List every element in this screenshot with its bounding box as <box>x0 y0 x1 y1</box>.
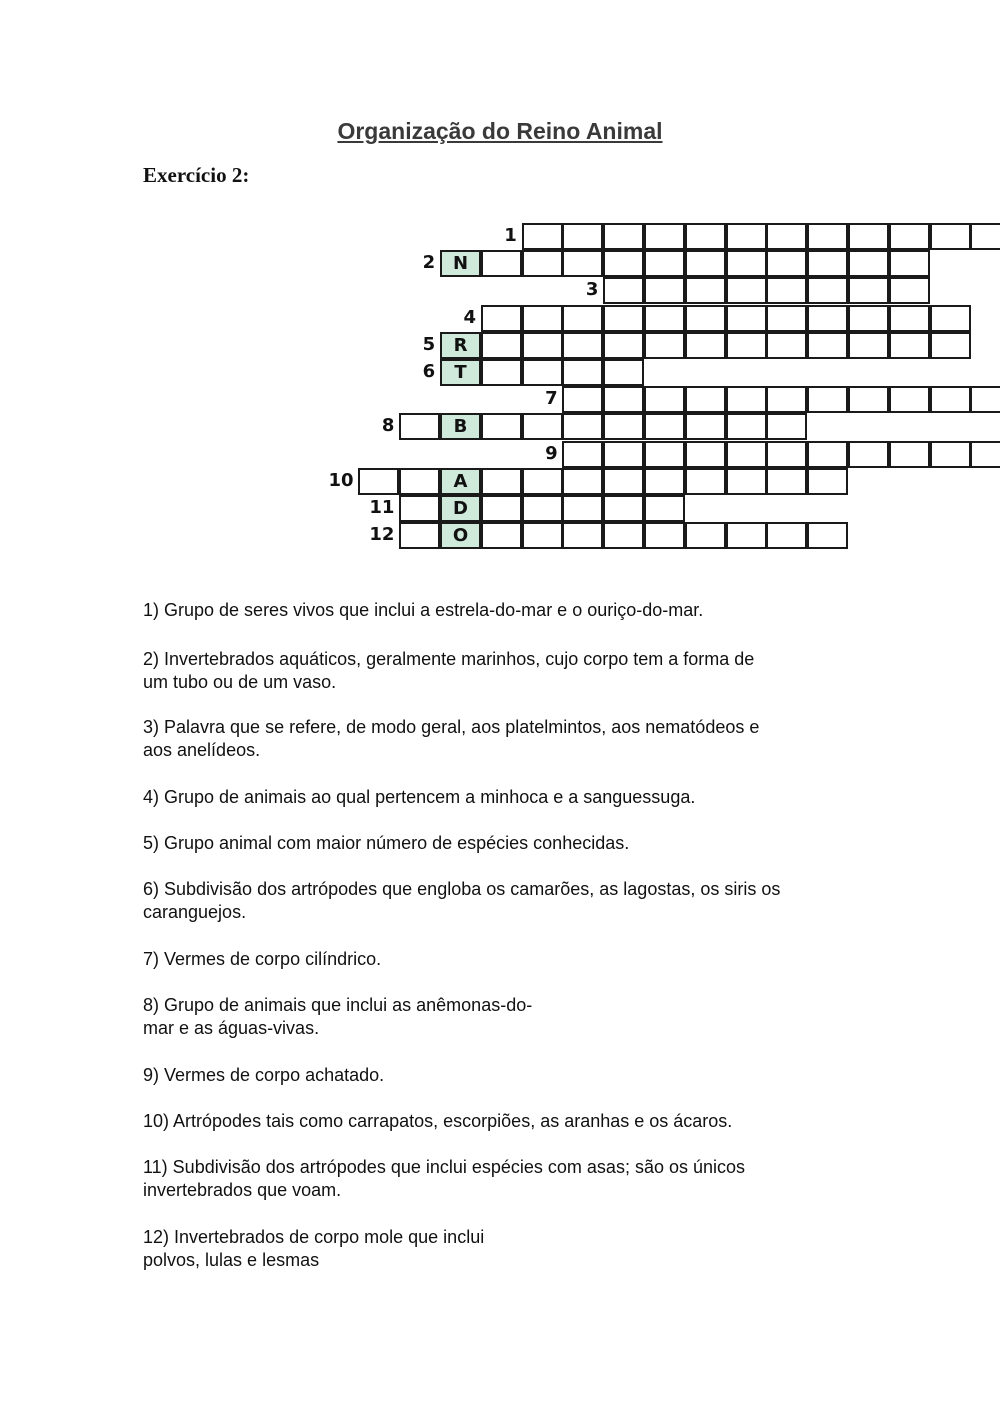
crossword-cell[interactable] <box>603 468 644 495</box>
crossword-cell[interactable] <box>562 332 603 359</box>
crossword-cell[interactable] <box>807 332 848 359</box>
clue-line: 9) Vermes de corpo achatado. <box>143 1065 385 1085</box>
crossword-cell[interactable] <box>644 223 685 250</box>
crossword-cell[interactable] <box>522 468 563 495</box>
crossword-cell[interactable] <box>889 441 930 468</box>
crossword-cell[interactable] <box>766 468 807 495</box>
crossword-cell[interactable] <box>930 305 971 332</box>
crossword-cell[interactable] <box>399 413 440 440</box>
key-letter-cell <box>440 413 481 440</box>
key-letter-cell <box>440 522 481 549</box>
crossword-cell[interactable] <box>399 522 440 549</box>
crossword-cell[interactable] <box>889 277 930 304</box>
key-letter-cell <box>440 468 481 495</box>
crossword-cell[interactable] <box>807 277 848 304</box>
key-letter: D <box>453 498 468 519</box>
clue-item <box>143 599 873 622</box>
clue-number: 1 <box>504 225 517 246</box>
clue-item <box>143 832 873 855</box>
crossword-cell[interactable] <box>522 522 563 549</box>
crossword-cell[interactable] <box>889 223 930 250</box>
crossword-cell[interactable] <box>848 250 889 277</box>
clue-item <box>143 994 873 1040</box>
key-letter: N <box>452 253 469 275</box>
clue-number: 11 <box>369 497 395 518</box>
clue-line: 3) Palavra que se refere, de modo geral, aos platelmintos, aos nematódeos e <box>143 717 760 737</box>
clue-item <box>143 1226 873 1272</box>
crossword-cell[interactable] <box>726 223 767 250</box>
crossword-cell[interactable] <box>562 441 603 468</box>
crossword-cell[interactable] <box>726 277 767 304</box>
clue-line: aos anelídeos. <box>143 740 261 760</box>
clue-number: 8 <box>381 415 395 437</box>
key-letter: R <box>453 334 468 356</box>
crossword-cell[interactable] <box>889 386 930 413</box>
clue-number: 3 <box>585 279 599 301</box>
crossword-cell[interactable] <box>848 441 889 468</box>
crossword-cell[interactable] <box>522 359 563 386</box>
clue-number: 10 <box>328 469 354 491</box>
clue-line: 5) Grupo animal com maior número de espécies conhecidas. <box>143 833 630 853</box>
crossword-cell[interactable] <box>644 495 685 522</box>
crossword-cell[interactable] <box>726 332 767 359</box>
crossword-cell[interactable] <box>399 468 440 495</box>
crossword-cell[interactable] <box>807 522 848 549</box>
clue-item <box>143 716 873 762</box>
key-letter: O <box>452 525 469 547</box>
crossword-cell[interactable] <box>644 441 685 468</box>
clue-number: 4 <box>463 306 476 328</box>
crossword-cell[interactable] <box>807 441 848 468</box>
crossword-cell[interactable] <box>522 305 563 332</box>
clue-line: 7) Vermes de corpo cilíndrico. <box>143 949 382 969</box>
crossword-cell[interactable] <box>726 468 767 495</box>
crossword-cell[interactable] <box>766 441 807 468</box>
crossword-cell[interactable] <box>766 386 807 413</box>
clue-line: polvos, lulas e lesmas <box>143 1250 320 1270</box>
clue-item <box>143 648 873 694</box>
crossword-cell[interactable] <box>562 522 603 549</box>
clue-number: 5 <box>422 333 436 355</box>
crossword-cell[interactable] <box>726 413 767 440</box>
crossword-cell[interactable] <box>930 332 971 359</box>
crossword-cell[interactable] <box>481 522 522 549</box>
crossword-cell[interactable] <box>685 386 726 413</box>
key-letter: T <box>454 362 467 383</box>
clue-line: mar e as águas-vivas. <box>143 1018 320 1038</box>
crossword-cell[interactable] <box>685 522 726 549</box>
crossword-cell[interactable] <box>644 332 685 359</box>
crossword-cell[interactable] <box>930 386 971 413</box>
clue-number: 7 <box>545 388 558 410</box>
crossword-cell[interactable] <box>644 468 685 495</box>
clue-number: 6 <box>422 361 436 382</box>
crossword-cell[interactable] <box>766 223 807 250</box>
crossword-cell[interactable] <box>481 332 522 359</box>
crossword-cell[interactable] <box>685 468 726 495</box>
crossword-cell[interactable] <box>726 441 767 468</box>
clue-item <box>143 1064 873 1087</box>
crossword-cell[interactable] <box>685 305 726 332</box>
crossword-cell[interactable] <box>562 495 603 522</box>
clue-line: 10) Artrópodes tais como carrapatos, escorpiões, as aranhas e os ácaros. <box>143 1111 733 1131</box>
crossword-cell[interactable] <box>970 386 1000 413</box>
key-letter: A <box>453 470 468 492</box>
crossword-cell[interactable] <box>766 413 807 440</box>
crossword-cell[interactable] <box>603 359 644 386</box>
crossword-cell[interactable] <box>562 223 603 250</box>
crossword-cell[interactable] <box>481 495 522 522</box>
crossword-cell[interactable] <box>644 413 685 440</box>
key-letter-cell <box>440 250 481 277</box>
crossword-cell[interactable] <box>562 359 603 386</box>
clue-line: invertebrados que voam. <box>143 1180 342 1200</box>
crossword-cell[interactable] <box>807 386 848 413</box>
crossword-cell[interactable] <box>603 223 644 250</box>
clue-line: 4) Grupo de animais ao qual pertencem a minhoca e a sanguessuga. <box>143 787 696 807</box>
crossword-cell[interactable] <box>562 305 603 332</box>
crossword-cell[interactable] <box>603 250 644 277</box>
crossword-cell[interactable] <box>848 223 889 250</box>
crossword-cell[interactable] <box>603 522 644 549</box>
crossword-cell[interactable] <box>644 250 685 277</box>
crossword-cell[interactable] <box>807 305 848 332</box>
crossword-cell[interactable] <box>970 441 1000 468</box>
crossword-cell[interactable] <box>481 413 522 440</box>
clue-item <box>143 878 873 924</box>
clue-line: 2) Invertebrados aquáticos, geralmente marinhos, cujo corpo tem a forma de <box>143 649 755 669</box>
clue-line: 6) Subdivisão dos artrópodes que engloba os camarões, as lagostas, os siris os <box>143 879 781 899</box>
crossword-cell[interactable] <box>685 277 726 304</box>
crossword-cell[interactable] <box>970 223 1000 250</box>
crossword-cell[interactable] <box>766 305 807 332</box>
crossword-cell[interactable] <box>562 413 603 440</box>
crossword-cell[interactable] <box>522 223 563 250</box>
crossword-cell[interactable] <box>481 468 522 495</box>
crossword-cell[interactable] <box>603 332 644 359</box>
key-letter-cell <box>440 495 481 522</box>
crossword-cell[interactable] <box>603 305 644 332</box>
crossword-cell[interactable] <box>603 386 644 413</box>
crossword-cell[interactable] <box>644 305 685 332</box>
crossword-cell[interactable] <box>562 386 603 413</box>
crossword-cell[interactable] <box>522 250 563 277</box>
clue-line: 8) Grupo de animais que inclui as anêmonas-do- <box>143 995 533 1015</box>
clue-number: 2 <box>422 252 436 274</box>
crossword-cell[interactable] <box>644 522 685 549</box>
crossword-cell[interactable] <box>644 386 685 413</box>
crossword-cell[interactable] <box>766 277 807 304</box>
clue-number: 9 <box>545 442 558 464</box>
crossword-cell[interactable] <box>685 223 726 250</box>
crossword-cell[interactable] <box>685 250 726 277</box>
crossword-cell[interactable] <box>603 277 644 304</box>
crossword-cell[interactable] <box>766 522 807 549</box>
crossword-cell[interactable] <box>848 332 889 359</box>
crossword-cell[interactable] <box>481 250 522 277</box>
crossword-cell[interactable] <box>399 495 440 522</box>
clue-line: um tubo ou de um vaso. <box>143 672 337 692</box>
clue-line: caranguejos. <box>143 902 247 922</box>
clue-item <box>143 786 873 809</box>
crossword-cell[interactable] <box>685 413 726 440</box>
crossword-cell[interactable] <box>766 332 807 359</box>
crossword-cell[interactable] <box>522 413 563 440</box>
crossword-cell[interactable] <box>603 441 644 468</box>
crossword-cell[interactable] <box>603 413 644 440</box>
crossword-cell[interactable] <box>766 250 807 277</box>
crossword-cell[interactable] <box>889 305 930 332</box>
crossword-cell[interactable] <box>807 223 848 250</box>
page-title: Organização do Reino Animal <box>337 118 663 144</box>
crossword-cell[interactable] <box>358 468 399 495</box>
clue-line: 11) Subdivisão dos artrópodes que inclui espécies com asas; são os únicos <box>143 1157 746 1177</box>
crossword-cell[interactable] <box>726 386 767 413</box>
crossword-cell[interactable] <box>562 250 603 277</box>
crossword-cell[interactable] <box>848 277 889 304</box>
crossword-grid <box>0 0 1000 600</box>
clue-item <box>143 948 873 971</box>
crossword-cell[interactable] <box>930 223 971 250</box>
clue-line: 1) Grupo de seres vivos que inclui a estrela-do-mar e o ouriço-do-mar. <box>143 600 704 620</box>
crossword-cell[interactable] <box>522 495 563 522</box>
crossword-cell[interactable] <box>807 250 848 277</box>
exercise-label: Exercício 2: <box>143 163 250 187</box>
clue-item <box>143 1156 873 1202</box>
clue-line: 12) Invertebrados de corpo mole que inclui <box>143 1227 485 1247</box>
crossword-cell[interactable] <box>726 305 767 332</box>
key-letter-cell <box>440 359 481 386</box>
key-letter-cell <box>440 332 481 359</box>
crossword-cell[interactable] <box>726 522 767 549</box>
crossword-cell[interactable] <box>685 441 726 468</box>
crossword-cell[interactable] <box>848 305 889 332</box>
crossword-cell[interactable] <box>807 468 848 495</box>
crossword-cell[interactable] <box>481 305 522 332</box>
crossword-cell[interactable] <box>848 386 889 413</box>
clue-number: 12 <box>369 524 395 546</box>
crossword-cell[interactable] <box>930 441 971 468</box>
crossword-cell[interactable] <box>726 250 767 277</box>
key-letter: B <box>453 416 468 438</box>
crossword-cell[interactable] <box>889 332 930 359</box>
crossword-cell[interactable] <box>603 495 644 522</box>
crossword-cell[interactable] <box>481 359 522 386</box>
crossword-cell[interactable] <box>644 277 685 304</box>
crossword-cell[interactable] <box>562 468 603 495</box>
crossword-cell[interactable] <box>522 332 563 359</box>
crossword-cell[interactable] <box>889 250 930 277</box>
crossword-cell[interactable] <box>685 332 726 359</box>
clue-item <box>143 1110 873 1133</box>
